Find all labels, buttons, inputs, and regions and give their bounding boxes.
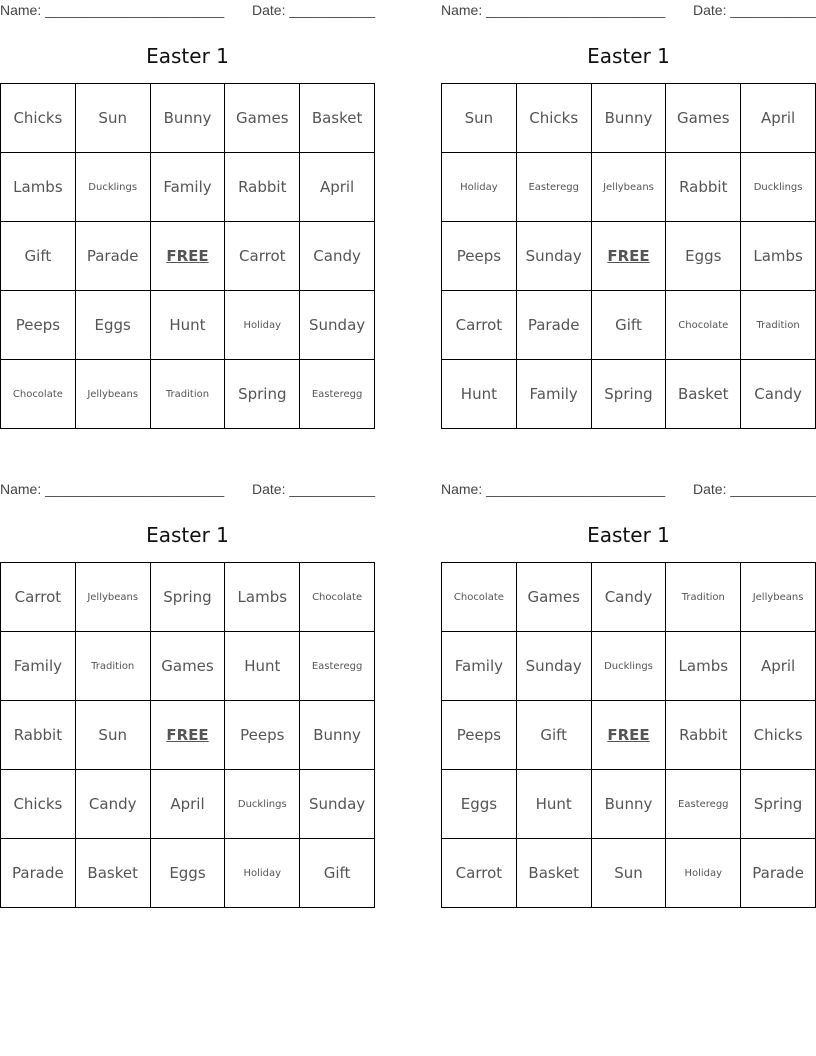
bingo-cell: Bunny [300, 701, 375, 770]
grid-row [442, 563, 816, 632]
grid-row [1, 563, 375, 632]
bingo-cell: Sun [75, 701, 150, 770]
bingo-cell: Rabbit [1, 701, 76, 770]
bingo-cell: Tradition [666, 563, 741, 632]
bingo-cell: Bunny [150, 84, 225, 153]
bingo-cell: Easteregg [300, 632, 375, 701]
bingo-cell: Jellybeans [75, 563, 150, 632]
bingo-cell: Hunt [150, 291, 225, 360]
bingo-card-4 [441, 479, 816, 882]
card-header [0, 479, 375, 501]
bingo-cell: Sunday [300, 770, 375, 839]
date-field: Date: ___________ [693, 481, 816, 497]
bingo-grid [0, 562, 375, 908]
bingo-cell: Ducklings [225, 770, 300, 839]
grid-row [1, 291, 375, 360]
bingo-cell: Easteregg [300, 360, 375, 429]
bingo-cell: April [150, 770, 225, 839]
grid-row [442, 632, 816, 701]
bingo-cell: Peeps [442, 222, 517, 291]
bingo-cell: Holiday [666, 839, 741, 908]
bingo-cell: Peeps [442, 701, 517, 770]
grid-row [442, 84, 816, 153]
bingo-cell: Parade [741, 839, 816, 908]
bingo-cell: Jellybeans [591, 153, 666, 222]
grid-row [442, 222, 816, 291]
grid-row [442, 291, 816, 360]
bingo-cell: Parade [516, 291, 591, 360]
grid-row [442, 839, 816, 908]
bingo-cell: Hunt [442, 360, 517, 429]
bingo-cell: Family [1, 632, 76, 701]
bingo-cell: Chocolate [442, 563, 517, 632]
bingo-cell: Family [150, 153, 225, 222]
card-header [0, 0, 375, 22]
bingo-cell: Gift [1, 222, 76, 291]
bingo-cell: Sun [442, 84, 517, 153]
bingo-cell: Ducklings [741, 153, 816, 222]
bingo-cell: Chocolate [666, 291, 741, 360]
bingo-cell: Carrot [225, 222, 300, 291]
bingo-cell: Eggs [75, 291, 150, 360]
bingo-cell: Ducklings [591, 632, 666, 701]
bingo-cell: Easteregg [666, 770, 741, 839]
bingo-cell: Peeps [225, 701, 300, 770]
bingo-cell: Sunday [516, 222, 591, 291]
bingo-cell: Eggs [666, 222, 741, 291]
bingo-cell: Lambs [1, 153, 76, 222]
bingo-cell: Peeps [1, 291, 76, 360]
bingo-cell: Hunt [516, 770, 591, 839]
bingo-cell: Hunt [225, 632, 300, 701]
grid-row [1, 632, 375, 701]
card-header [441, 0, 816, 22]
bingo-cell: April [741, 632, 816, 701]
bingo-cell: Family [516, 360, 591, 429]
free-space-cell: FREE [591, 701, 666, 770]
bingo-cell: Eggs [442, 770, 517, 839]
card-title: Easter 1 [146, 523, 229, 547]
bingo-cell: Chicks [741, 701, 816, 770]
bingo-cell: Bunny [591, 770, 666, 839]
bingo-cell: Sun [591, 839, 666, 908]
name-field: Name: _______________________ [441, 2, 666, 18]
bingo-cell: Chocolate [1, 360, 76, 429]
bingo-cell: Gift [516, 701, 591, 770]
bingo-cell: Candy [741, 360, 816, 429]
bingo-cell: Carrot [442, 839, 517, 908]
bingo-cell: Holiday [442, 153, 517, 222]
bingo-cell: Holiday [225, 291, 300, 360]
bingo-cell: Family [442, 632, 517, 701]
card-title: Easter 1 [587, 523, 670, 547]
bingo-cell: Bunny [591, 84, 666, 153]
bingo-cell: Parade [75, 222, 150, 291]
bingo-cell: Sunday [300, 291, 375, 360]
bingo-cell: Rabbit [225, 153, 300, 222]
bingo-cell: Basket [666, 360, 741, 429]
bingo-cell: Basket [300, 84, 375, 153]
bingo-card-1 [0, 0, 375, 403]
bingo-grid [441, 83, 816, 429]
bingo-grid [441, 562, 816, 908]
bingo-cell: Ducklings [75, 153, 150, 222]
bingo-cell: Games [225, 84, 300, 153]
grid-row [1, 153, 375, 222]
bingo-cell: Lambs [666, 632, 741, 701]
free-space-cell: FREE [150, 222, 225, 291]
name-field: Name: _______________________ [0, 2, 225, 18]
bingo-cell: Games [516, 563, 591, 632]
grid-row [1, 701, 375, 770]
bingo-cell: Candy [75, 770, 150, 839]
bingo-cell: Chicks [1, 84, 76, 153]
card-header [441, 479, 816, 501]
grid-row [442, 701, 816, 770]
bingo-cell: Spring [150, 563, 225, 632]
bingo-cell: Gift [300, 839, 375, 908]
bingo-cell: Tradition [150, 360, 225, 429]
bingo-cell: Candy [300, 222, 375, 291]
grid-row [442, 153, 816, 222]
bingo-cell: Lambs [741, 222, 816, 291]
bingo-cell: April [741, 84, 816, 153]
bingo-cell: Holiday [225, 839, 300, 908]
bingo-cell: Parade [1, 839, 76, 908]
bingo-cell: Carrot [1, 563, 76, 632]
grid-row [1, 84, 375, 153]
name-field: Name: _______________________ [0, 481, 225, 497]
date-field: Date: ___________ [693, 2, 816, 18]
bingo-cell: Carrot [442, 291, 517, 360]
bingo-cell: Spring [225, 360, 300, 429]
bingo-cell: Eggs [150, 839, 225, 908]
bingo-grid [0, 83, 375, 429]
bingo-cell: Basket [516, 839, 591, 908]
bingo-cell: Spring [741, 770, 816, 839]
grid-row [1, 222, 375, 291]
bingo-cell: Lambs [225, 563, 300, 632]
bingo-cell: Jellybeans [75, 360, 150, 429]
bingo-cell: Sun [75, 84, 150, 153]
bingo-cell: Spring [591, 360, 666, 429]
grid-row [442, 770, 816, 839]
bingo-cell: Chicks [1, 770, 76, 839]
bingo-cell: Gift [591, 291, 666, 360]
free-space-cell: FREE [150, 701, 225, 770]
date-field: Date: ___________ [252, 2, 375, 18]
bingo-cell: Rabbit [666, 701, 741, 770]
bingo-cell: Games [150, 632, 225, 701]
card-title: Easter 1 [146, 44, 229, 68]
bingo-cell: April [300, 153, 375, 222]
date-field: Date: ___________ [252, 481, 375, 497]
bingo-cell: Chicks [516, 84, 591, 153]
grid-row [1, 360, 375, 429]
grid-row [442, 360, 816, 429]
grid-row [1, 839, 375, 908]
bingo-cell: Easteregg [516, 153, 591, 222]
bingo-card-2 [441, 0, 816, 403]
bingo-cell: Candy [591, 563, 666, 632]
card-title: Easter 1 [587, 44, 670, 68]
bingo-cell: Jellybeans [741, 563, 816, 632]
bingo-cell: Chocolate [300, 563, 375, 632]
bingo-cell: Tradition [741, 291, 816, 360]
bingo-cell: Rabbit [666, 153, 741, 222]
bingo-cell: Tradition [75, 632, 150, 701]
bingo-cell: Games [666, 84, 741, 153]
name-field: Name: _______________________ [441, 481, 666, 497]
bingo-cell: Basket [75, 839, 150, 908]
free-space-cell: FREE [591, 222, 666, 291]
grid-row [1, 770, 375, 839]
bingo-cell: Sunday [516, 632, 591, 701]
bingo-card-3 [0, 479, 375, 882]
